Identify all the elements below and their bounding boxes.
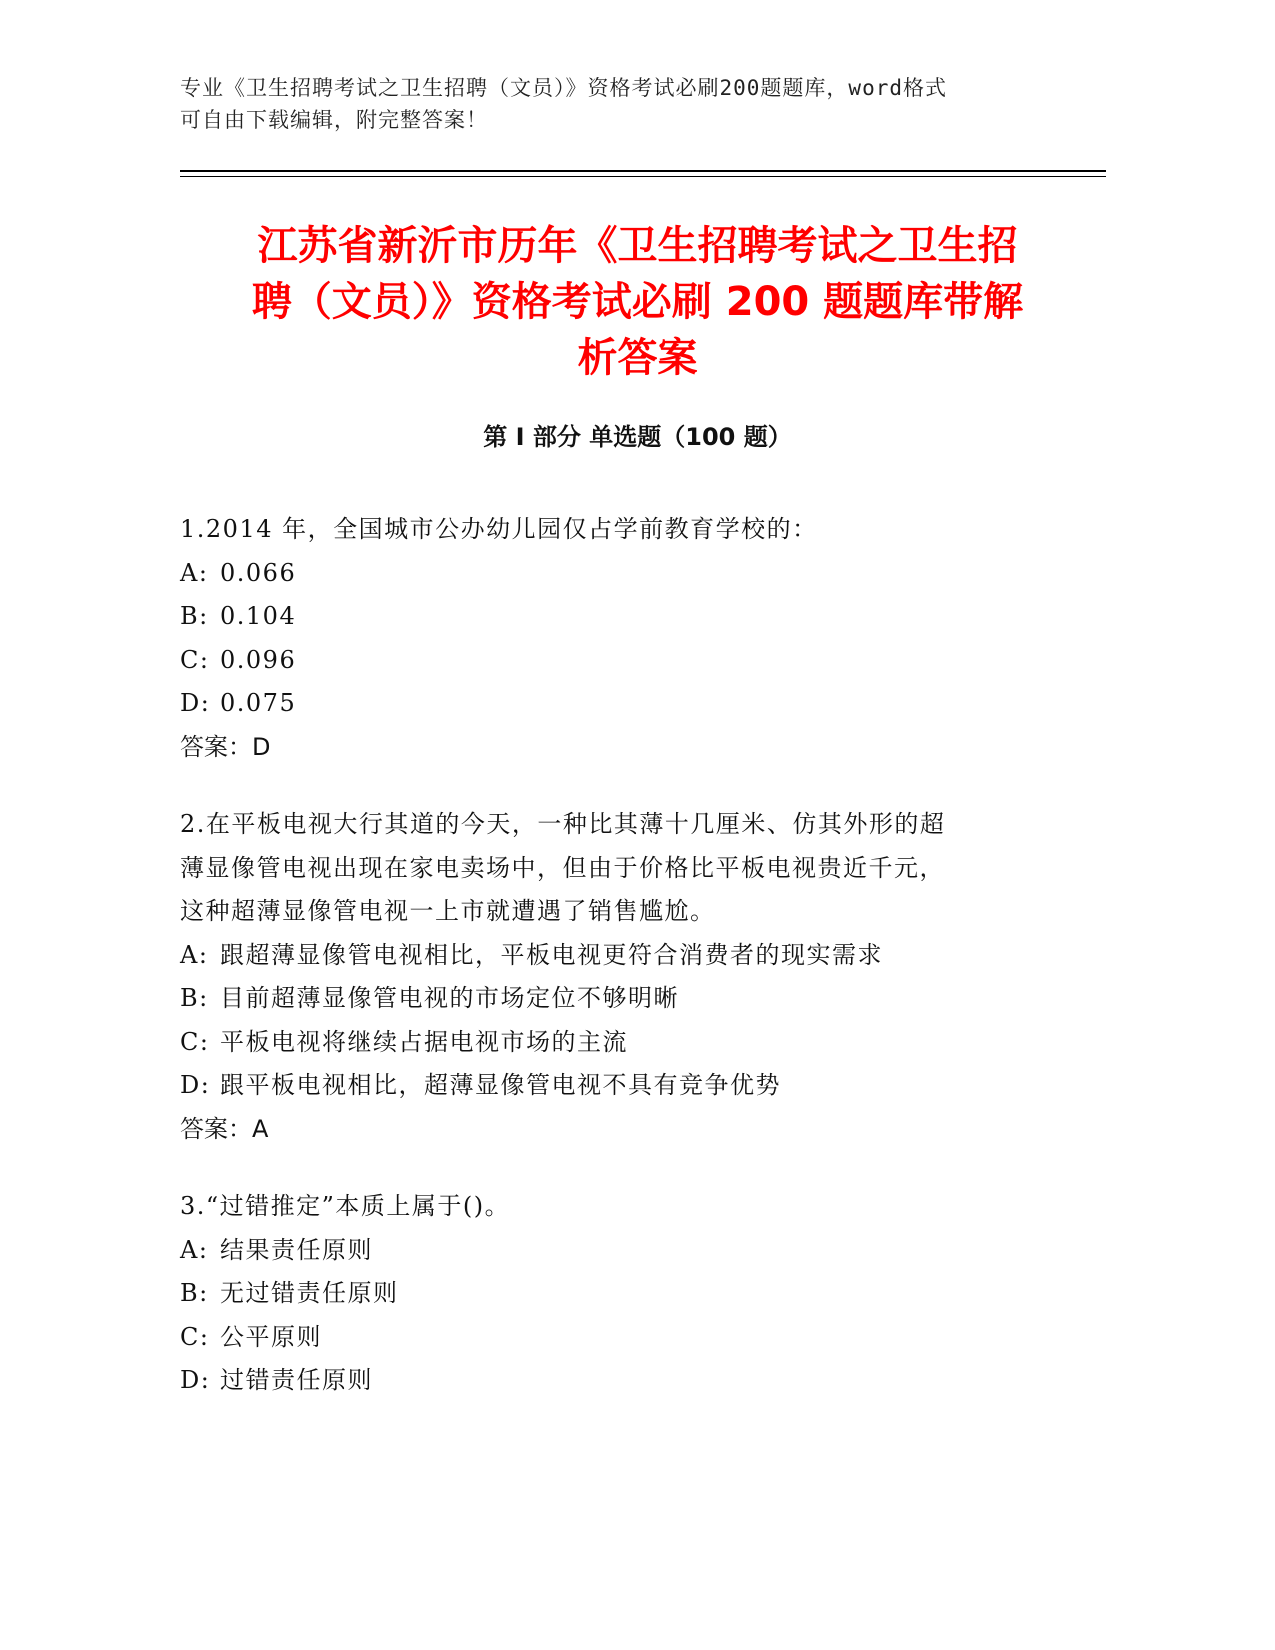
question-3-stem: 3.“过错推定”本质上属于()。 [180, 1192, 511, 1220]
option-text: 结果责任原则 [220, 1235, 373, 1264]
question-2-answer: 答案：A [180, 1114, 269, 1143]
question-1-stem: 1.2014 年，全国城市公办幼儿园仅占学前教育学校的： [180, 515, 818, 543]
question-3-option-a [180, 1229, 1060, 1273]
option-key: C: [180, 645, 210, 674]
question-1-option-b [180, 595, 1060, 639]
option-text: 目前超薄显像管电视的市场定位不够明晰 [220, 984, 679, 1012]
option-text: 平板电视将继续占据电视市场的主流 [220, 1027, 628, 1056]
option-text: 0.075 [220, 689, 297, 717]
header-divider-thin [180, 176, 1106, 177]
option-key: C: [180, 1322, 210, 1351]
option-text: 跟平板电视相比，超薄显像管电视不具有竞争优势 [220, 1071, 781, 1099]
option-text: 0.104 [220, 602, 297, 630]
option-key: D: [180, 1071, 211, 1099]
question-2-option-c [180, 1021, 1060, 1065]
option-key: C: [180, 1027, 210, 1056]
option-key: A: [180, 940, 209, 969]
question-1-answer: 答案：D [180, 732, 271, 761]
question-2-stem-line-2: 薄显像管电视出现在家电卖场中，但由于价格比平板电视贵近千元， [180, 853, 945, 882]
option-key: B: [180, 602, 209, 630]
question-3 [180, 1185, 1060, 1403]
option-text: 过错责任原则 [220, 1366, 373, 1394]
question-2-stem-line-3: 这种超薄显像管电视一上市就遭遇了销售尴尬。 [180, 897, 716, 925]
question-1-option-a [180, 552, 1060, 596]
question-2-option-b [180, 977, 1060, 1021]
document-title-line-2: 聘（文员）》资格考试必刷 200 题题库带解 [251, 279, 1024, 325]
question-1-option-d [180, 682, 1060, 726]
question-1-option-c [180, 639, 1060, 683]
option-text: 公平原则 [220, 1322, 322, 1351]
document-title-line-3: 析答案 [577, 335, 698, 381]
header-note-line-2: 可自由下载编辑，附完整答案！ [180, 108, 488, 132]
document-header-note [180, 72, 1060, 136]
section-title: 第 I 部分 单选题（100 题） [483, 423, 792, 451]
option-text: 0.096 [220, 645, 297, 674]
option-key: A: [180, 558, 209, 587]
option-key: D: [180, 689, 211, 717]
option-key: B: [180, 1279, 209, 1307]
option-text: 跟超薄显像管电视相比，平板电视更符合消费者的现实需求 [220, 940, 883, 969]
header-note-line-1: 专业《卫生招聘考试之卫生招聘（文员）》资格考试必刷200题题库，word格式 [180, 76, 947, 100]
option-key: A: [180, 1235, 209, 1264]
option-text: 无过错责任原则 [220, 1279, 399, 1307]
question-2-option-a [180, 934, 1060, 978]
header-divider-thick [180, 170, 1106, 172]
question-3-option-d [180, 1359, 1060, 1403]
question-list [180, 508, 1060, 1437]
question-3-option-b [180, 1272, 1060, 1316]
question-2-option-d [180, 1064, 1060, 1108]
option-text: 0.066 [220, 558, 297, 587]
document-title [180, 218, 1095, 386]
question-3-option-c [180, 1316, 1060, 1360]
option-key: B: [180, 984, 209, 1012]
question-2-stem-line-1: 2.在平板电视大行其道的今天，一种比其薄十几厘米、仿其外形的超 [180, 810, 946, 838]
question-2 [180, 803, 1060, 1151]
option-key: D: [180, 1366, 211, 1394]
document-title-line-1: 江苏省新沂市历年《卫生招聘考试之卫生招 [257, 223, 1018, 269]
question-1 [180, 508, 1060, 769]
